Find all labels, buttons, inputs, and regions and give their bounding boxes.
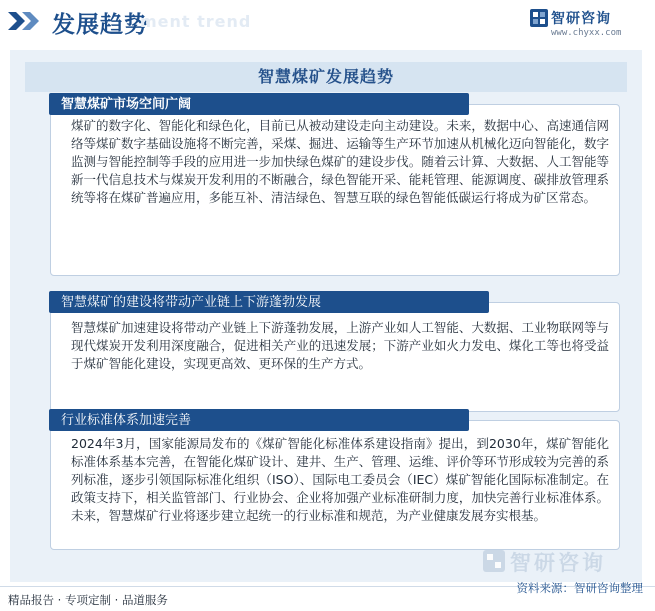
section-body: 智慧煤矿加速建设将带动产业链上下游蓬勃发展，上游产业如人工智能、大数据、工业物联网等与现代煤炭开发利用深度融合，促进相关产业的迅速发展；下游产业如火力发电、煤化工等也将受益于煤矿智能化建设，实现更高效、更环保的生产方式。: [71, 320, 609, 371]
section-heading: 智慧煤矿市场空间广阔: [61, 97, 192, 112]
main-title: 智慧煤矿发展趋势: [257, 67, 394, 86]
section-heading-bar: [49, 291, 489, 313]
brand[interactable]: [529, 8, 639, 38]
section-card-industry-chain: [50, 295, 620, 412]
section-title: 发展趋势: [52, 12, 148, 38]
footer-source: [517, 580, 644, 596]
footer-services: [8, 592, 168, 608]
section-card-market-space: [50, 97, 620, 276]
double-chevron-icon: [8, 12, 42, 30]
section-heading-bar: [49, 93, 469, 115]
source-value: 智研咨询整理: [574, 581, 643, 595]
footer-separator: ·: [114, 593, 119, 607]
section-heading-bar: [49, 409, 469, 431]
main-title-bar: [25, 62, 627, 92]
header-watermark: ment trend: [140, 12, 252, 31]
footer-item[interactable]: 专项定制: [64, 593, 111, 607]
section-heading: 行业标准体系加速完善: [61, 413, 192, 428]
footer-item[interactable]: 品道服务: [121, 593, 168, 607]
brand-watermark: [482, 547, 642, 577]
section-body: 煤矿的数字化、智能化和绿色化，目前已从被动建设走向主动建设。未来，数据中心、高速通信网络等煤矿数字基础设施将不断完善，采煤、掘进、运输等生产环节加速从机械化迈向智能化，数字监测与智能控制等手段的应用进一步加快绿色煤矿的建设步伐。随着云计算、大数据、人工智能等新一代信息技术与煤炭开发利用的不断融合，绿色智能开采、能耗管理、能源调度、碳排放管理系统等将在煤矿普遍应用，多能互补、清洁绿色、智慧互联的绿色智能低碳运行将成为矿区常态。: [71, 118, 609, 205]
watermark-text: 智研咨询: [510, 551, 606, 575]
watermark-logo-icon: [482, 549, 506, 573]
footer-separator: ·: [57, 593, 62, 607]
brand-name: 智研咨询: [551, 11, 611, 27]
section-body: 2024年3月，国家能源局发布的《煤矿智能化标准体系建设指南》提出，到2030年，煤矿智能化标准体系基本完善，在智能化煤矿设计、建井、生产、管理、运维、评价等环节形成较为完善的系列标准，逐步引领国际标准化组织（ISO）、国际电工委员会（IEC）煤矿智能化国际标准制定。在政策支持下，相关监管部门、行业协会、企业将加强产业标准研制力度，加快完善行业标准体系。未来，智慧煤矿行业将逐步建立起统一的行业标准和规范，为产业健康发展夯实根基。: [71, 436, 609, 523]
source-label: 资料来源：: [516, 581, 574, 595]
footer-item[interactable]: 精品报告: [8, 593, 54, 607]
section-card-standards: [50, 413, 620, 550]
top-header: [0, 0, 655, 44]
brand-logo-icon: [529, 8, 549, 28]
brand-url[interactable]: www.chyxx.com: [551, 28, 622, 38]
section-heading: 智慧煤矿的建设将带动产业链上下游蓬勃发展: [61, 295, 322, 310]
